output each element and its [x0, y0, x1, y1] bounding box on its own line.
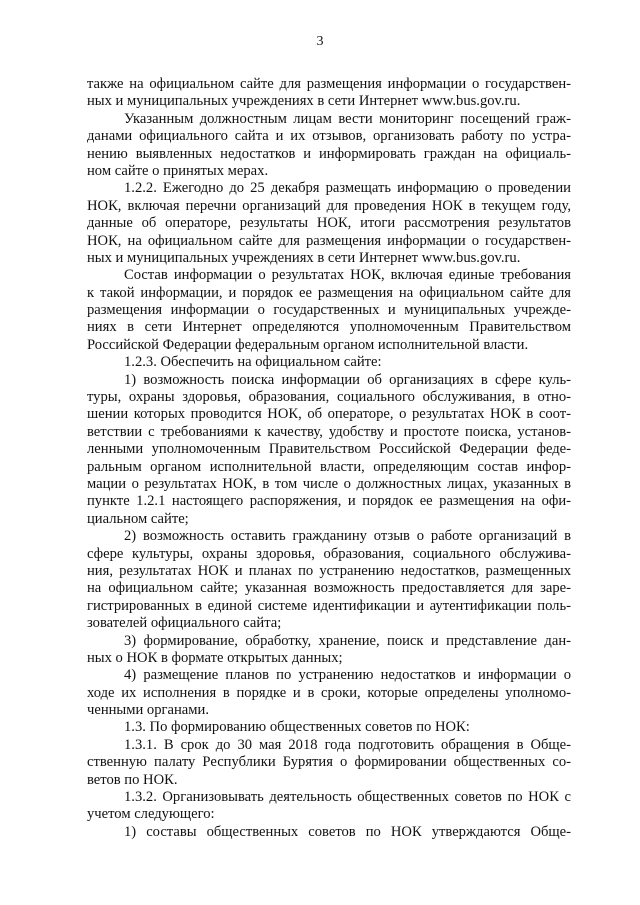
text-line: 1.2.2. Ежегодно до 25 декабря размещать информацию о проведении — [124, 180, 571, 197]
text-line: НОК, включая перечни организаций для проведения НОК в текущем году, — [87, 197, 571, 214]
text-line: шении которых проводится НОК, об операторе, о результатах НОК в соот- — [87, 406, 571, 423]
text-line: 1.3.2. Организовывать деятельность общественных советов по НОК с — [124, 789, 571, 806]
text-line: 1.2.3. Обеспечить на официальном сайте: — [124, 354, 382, 371]
text-line: НОК, на официальном сайте для размещения информации о государствен- — [87, 232, 571, 249]
text-line: ном сайте о принятых мерах. — [87, 162, 269, 179]
text-line: данами официального сайта и их отзывов, организовать работу по устра- — [87, 128, 571, 145]
text-line: Российской Федерации федеральным органом исполнительной власти. — [87, 336, 529, 353]
text-line: циальном сайте; — [87, 510, 189, 527]
text-line: ных и муниципальных учреждениях в сети Интернет www.bus.gov.ru. — [87, 249, 521, 266]
text-line: размещения информации о государственных и муниципальных учрежде- — [87, 302, 571, 319]
text-line: к такой информации, и порядок ее размещения на официальном сайте для — [87, 284, 571, 301]
text-line: 2) возможность оставить гражданину отзыв о работе организаций в — [124, 528, 571, 545]
text-line: ветов по НОК. — [87, 771, 178, 788]
text-line: ных о НОК в формате открытых данных; — [87, 649, 343, 666]
text-line: Указанным должностным лицам вести мониторинг посещений граж- — [124, 110, 571, 127]
text-line: пункте 1.2.1 настоящего распоряжения, и порядок ее размещения на офи- — [87, 493, 571, 510]
text-line: ственную палату Республики Бурятия о формировании общественных со- — [87, 754, 571, 771]
text-line: ветствии с требованиями к качеству, удобству и простоте поиска, установ- — [87, 423, 571, 440]
text-line: сфере культуры, охраны здоровья, образования, социального обслужива- — [87, 545, 571, 562]
text-line: ральным органом исполнительной власти, определяющим состав инфор- — [87, 458, 571, 475]
text-line: ченными органами. — [87, 702, 209, 719]
text-line: учетом следующего: — [87, 806, 215, 823]
page-number: 3 — [316, 34, 324, 49]
text-line: данные об операторе, результаты НОК, итоги рассмотрения результатов — [87, 215, 571, 232]
text-line: туры, охраны здоровья, образования, социального обслуживания, в отно- — [87, 389, 571, 406]
text-line: 1.3.1. В срок до 30 мая 2018 года подготовить обращения в Обще- — [124, 736, 571, 753]
text-line: 1.3. По формированию общественных советов по НОК: — [124, 719, 470, 736]
document-body — [87, 76, 571, 841]
text-line: на официальном сайте; указанная возможность предоставляется для заре- — [87, 580, 571, 597]
text-line: зователей официального сайта; — [87, 615, 282, 632]
text-line: ния, результатах НОК и планах по устранению недостатков, размещенных — [87, 562, 571, 579]
text-line: 1) составы общественных советов по НОК утверждаются Обще- — [124, 823, 571, 840]
text-line: также на официальном сайте для размещения информации о государствен- — [87, 76, 571, 92]
text-line: 1) возможность поиска информации об организациях в сфере куль- — [124, 371, 571, 388]
text-line: 4) размещение планов по устранению недостатков и информации о — [124, 667, 571, 684]
text-line: ных и муниципальных учреждениях в сети Интернет www.bus.gov.ru. — [87, 93, 521, 110]
text-line: нению выявленных недостатков и информировать граждан на официаль- — [87, 145, 571, 162]
text-line: ниях в сети Интернет определяются уполномоченным Правительством — [87, 319, 571, 336]
text-line: ходе их исполнения в порядке и в сроки, которые определены уполномо- — [87, 684, 571, 701]
text-line: гистрированных в единой системе идентификации и аутентификации поль- — [87, 597, 571, 614]
text-line: 3) формирование, обработку, хранение, поиск и представление дан- — [124, 632, 571, 649]
text-line: ленными уполномоченным Правительством Российской Федерации феде- — [87, 441, 571, 458]
text-line: Состав информации о результатах НОК, включая единые требования — [124, 267, 571, 284]
text-line: мации о результатах НОК, в том числе о должностных лицах, указанных в — [87, 475, 571, 492]
